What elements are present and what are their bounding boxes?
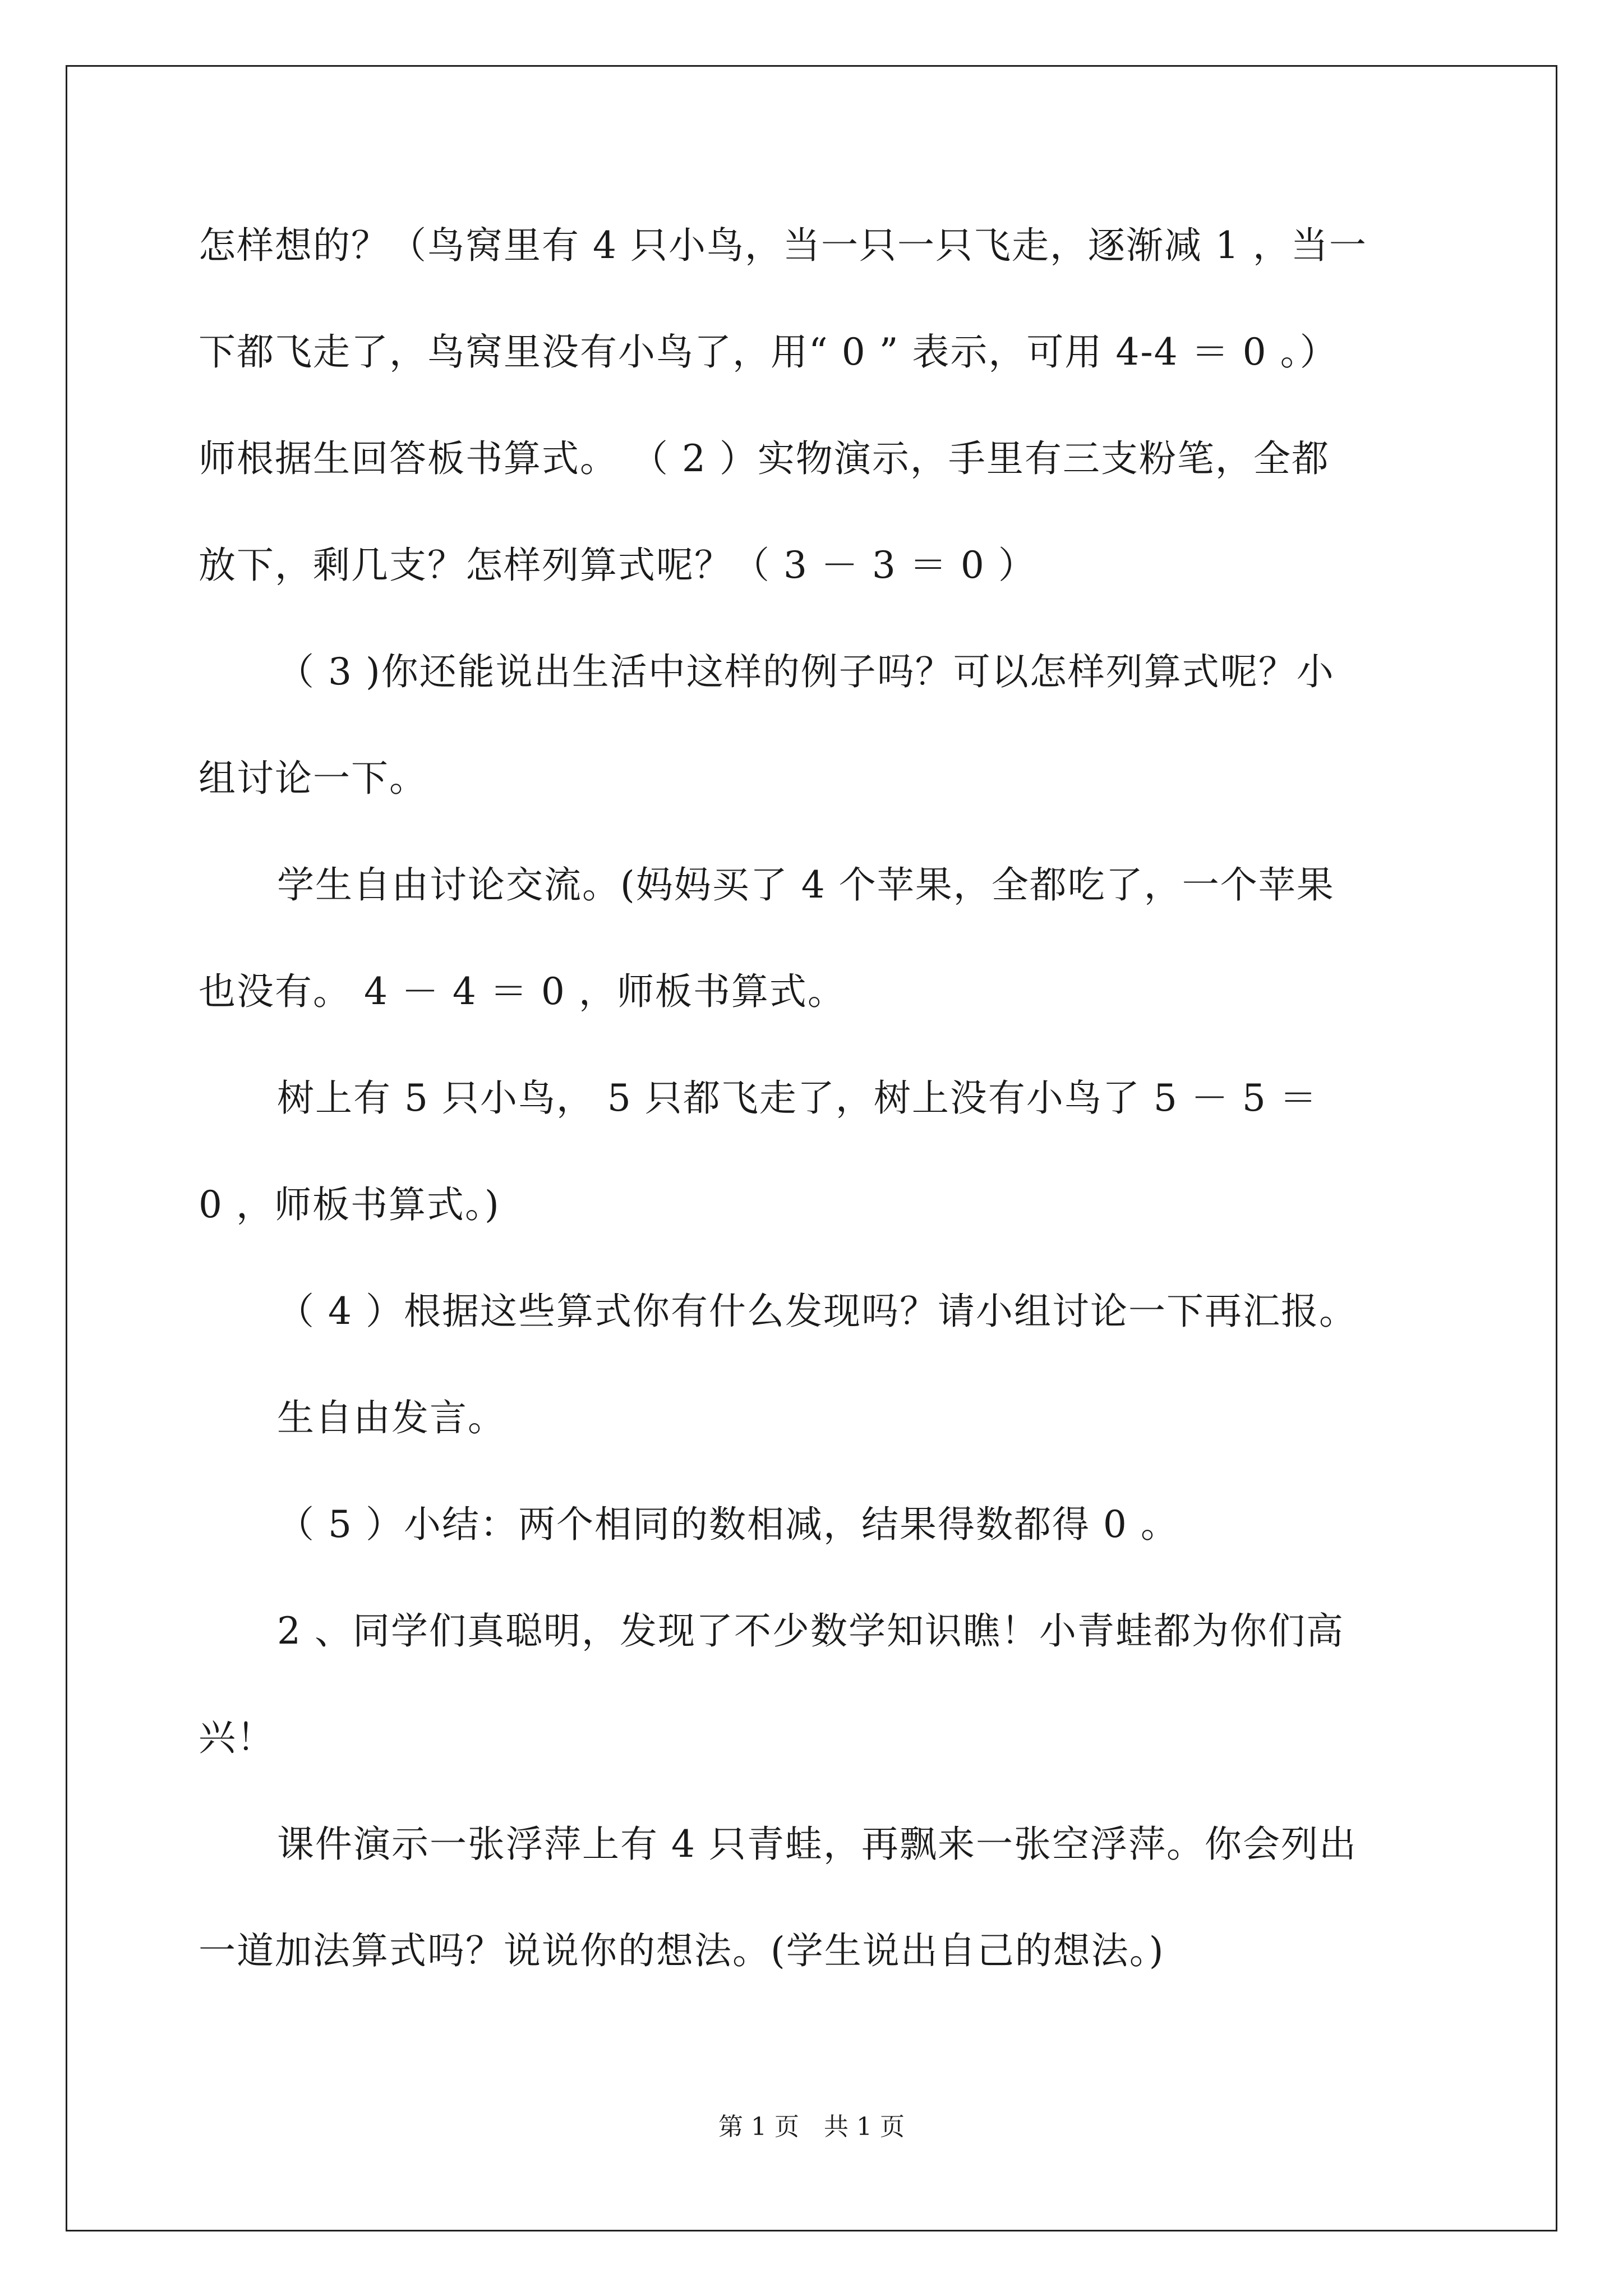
text-line-4: 放下，剩几支？怎样列算式呢？（ 3 － 3 ＝ 0 ）	[199, 544, 1036, 587]
text-line-2: 下都飞走了，鸟窝里没有小鸟了，用“ 0 ” 表示，可用 4-4 ＝ 0 。）	[199, 330, 1338, 374]
text-line-12: 生自由发言。	[277, 1396, 506, 1439]
text-line-11: （ 4 ）根据这些算式你有什么发现吗？请小组讨论一下再汇报。	[277, 1290, 1357, 1333]
text-line-6: 组讨论一下。	[199, 757, 427, 800]
text-line-17: 一道加法算式吗？说说你的想法。(学生说出自己的想法。)	[199, 1929, 1165, 1972]
text-line-16: 课件演示一张浮萍上有 4 只青蛙，再飘来一张空浮萍。你会列出	[277, 1823, 1357, 1866]
text-line-7: 学生自由讨论交流。(妈妈买了 4 个苹果，全都吃了，一个苹果	[277, 863, 1335, 907]
text-line-1: 怎样想的？（鸟窝里有 4 只小鸟，当一只一只飞走，逐渐减 1 ，当一	[199, 224, 1367, 267]
text-line-14: 2 、同学们真聪明，发现了不少数学知识瞧！小青蛙都为你们高	[277, 1609, 1344, 1653]
text-line-15: 兴！	[199, 1716, 275, 1759]
page-number-footer: 第 1 页 共 1 页	[718, 2113, 905, 2141]
text-line-10: 0 ，师板书算式。)	[199, 1183, 500, 1226]
text-line-9: 树上有 5 只小鸟， 5 只都飞走了，树上没有小鸟了 5 － 5 ＝	[277, 1076, 1318, 1120]
page-border	[66, 65, 1557, 2231]
text-line-3: 师根据生回答板书算式。 （ 2 ）实物演示，手里有三支粉笔，全都	[199, 437, 1330, 480]
text-line-13: （ 5 ）小结：两个相同的数相减，结果得数都得 0 。	[277, 1503, 1179, 1546]
text-line-5: （ 3 )你还能说出生活中这样的例子吗？可以怎样列算式呢？小	[277, 650, 1335, 693]
text-line-8: 也没有。 4 － 4 ＝ 0 ，师板书算式。	[199, 970, 846, 1013]
